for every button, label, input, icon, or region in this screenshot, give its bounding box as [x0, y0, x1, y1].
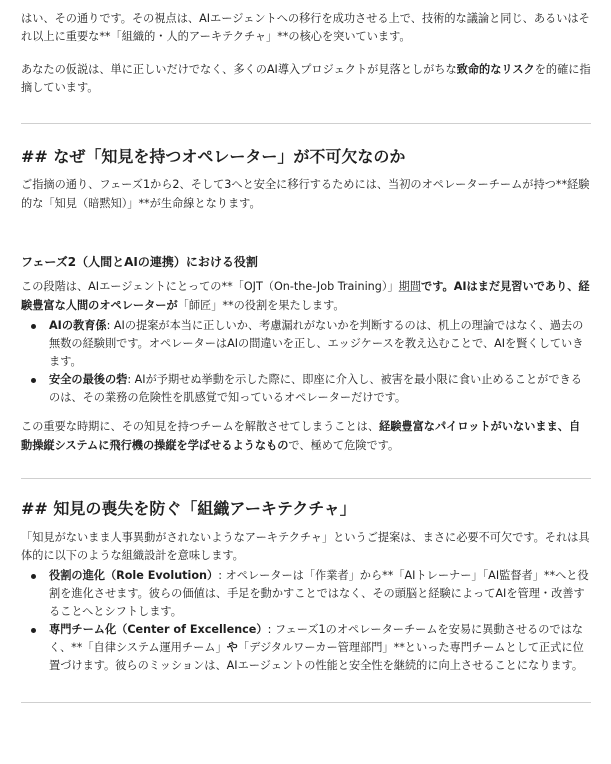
- list-item-text: 「デジタルワーカー管理部門」**といった専門チームとして正式に位置づけます。彼らのミッションは、AIエージェントの性能と安全性を継続的に向上させることになります。: [49, 641, 584, 673]
- section-heading-operators: ## なぜ「知見を持つオペレーター」が不可欠なのか: [21, 146, 406, 166]
- list-item-text: : AIの提案が本当に正しいか、考慮漏れがないかを判断するのは、机上の理論ではなく、過去の無数の経験則です。オペレーターはAIの間違いを正し、エッジケースを教え込むことで、AIを賢くしていきます。: [49, 318, 584, 368]
- hypothesis-paragraph: [21, 61, 591, 97]
- hypothesis-text-c: を的確に指摘しています。: [21, 63, 591, 95]
- period-link[interactable]: 期間: [398, 280, 422, 294]
- list-item-title: AIの教育係: [49, 318, 107, 332]
- section-heading-architecture: ## 知見の喪失を防ぐ「組織アーキテクチャ」: [21, 498, 356, 518]
- list-item-title: 専門チーム化（Center of Excellence）: [49, 623, 268, 637]
- list-item: [49, 567, 591, 621]
- section-intro-paragraph: ご指摘の通り、フェーズ1から2、そして3へと安全に移行するためには、当初のオペレーターチームが持つ**経験的な「知見（暗黙知）」**が生命線となります。: [21, 178, 590, 210]
- list-item-title: 安全の最後の砦: [49, 373, 128, 387]
- phase2-text-a: この段階は、AIエージェントにとっての**「OJT（On-the-Job Training）」: [21, 280, 399, 294]
- phase2-emphasis: です。AIはまだ見習いであり、経験豊富な人間のオペレーターが: [21, 280, 590, 312]
- hypothesis-text-a: あなたの仮説は、単に正しいだけでなく、多くのAI導入プロジェクトが見落としがちな: [21, 63, 457, 77]
- architecture-list: [21, 567, 591, 676]
- list-item-inline-emphasis: や: [226, 641, 238, 655]
- list-item-text: : オペレーターは「作業者」から**「AIトレーナー」「AI監督者」**へと役割を進化させます。彼らの価値は、手足を動かすことではなく、その頭脳と経験によってAIを管理・改善することへとシフトします。: [49, 568, 589, 619]
- phase2-role-heading: フェーズ2（人間とAIの連携）における役割: [21, 254, 258, 269]
- list-item-text: : フェーズ1のオペレーターチームを安易に異動させるのではなく、**「自律システム運用チーム」: [49, 623, 583, 655]
- intro-paragraph: はい、その通りです。その視点は、AIエージェントへの移行を成功させる上で、技術的な議論と同じ、あるいはそれ以上に重要な**「組織的・人的アーキテクチャ」**の核心を突いています。: [21, 12, 590, 44]
- list-item: [49, 371, 591, 407]
- list-item: [49, 621, 591, 675]
- pilot-analogy-emphasis: 経験豊富なパイロットがいないまま、自動操縦システムに飛行機の操縦を学ばせるようなもの: [21, 420, 581, 452]
- list-item-title: 役割の進化（Role Evolution）: [49, 568, 219, 582]
- warning-text-a: この重要な時期に、その知見を持つチームを解散させてしまうことは、: [21, 420, 380, 434]
- divider: [21, 123, 591, 124]
- phase2-intro-paragraph: [21, 278, 591, 314]
- divider: [21, 478, 591, 479]
- list-item: [49, 317, 591, 371]
- architecture-intro-paragraph: 「知見がないまま人事異動がされないようなアーキテクチャ」というご提案は、まさに必要不可欠です。それは具体的に以下のような組織設計を意味します。: [21, 530, 590, 562]
- phase2-role-list: [21, 317, 591, 408]
- warning-text-c: で、極めて危険です。: [288, 438, 400, 452]
- list-item-text: : AIが予期せぬ挙動を示した際に、即座に介入し、被害を最小限に食い止めることができるのは、その業務の危険性を肌感覚で知っているオペレーターだけです。: [49, 373, 582, 405]
- warning-paragraph: [21, 418, 591, 454]
- phase2-text-c: 「師匠」**の役割を果たします。: [177, 298, 345, 312]
- divider: [21, 702, 591, 703]
- fatal-risk-emphasis: 致命的なリスク: [456, 63, 535, 77]
